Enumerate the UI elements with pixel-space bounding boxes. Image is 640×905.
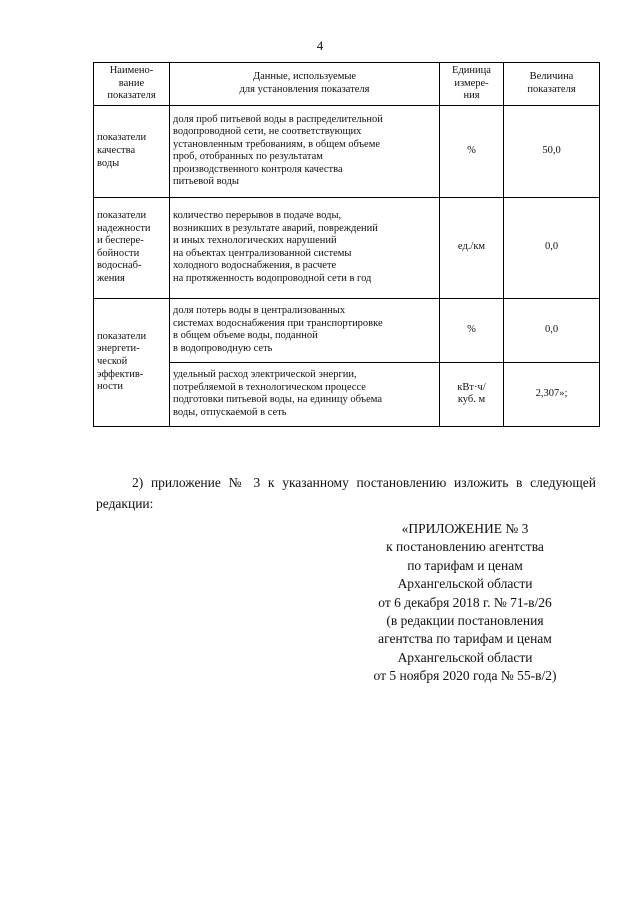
indicator-name-cell: показатели качества воды xyxy=(94,105,170,197)
indicator-name-cell: показатели энергети- ческой эффектив- ности xyxy=(94,298,170,426)
indicator-value-cell: 2,307»; xyxy=(504,362,600,426)
page-number: 4 xyxy=(316,38,324,53)
indicator-name-cell: показатели надежности и беспере- бойности водоснаб- жения xyxy=(94,197,170,298)
header-unit: Единица измере- ния xyxy=(440,63,504,106)
indicator-unit-cell: ед./км xyxy=(440,197,504,298)
appendix-heading xyxy=(330,520,600,686)
table-row xyxy=(94,362,600,426)
indicators-table xyxy=(93,62,600,427)
indicator-value-cell: 0,0 xyxy=(504,298,600,362)
appendix-line: к постановлению агентства xyxy=(386,539,544,555)
appendix-line: от 5 ноября 2020 года № 55-в/2) xyxy=(373,668,557,684)
table-row xyxy=(94,298,600,362)
appendix-line: Архангельской области xyxy=(397,649,533,665)
table-row xyxy=(94,197,600,298)
table-row xyxy=(94,105,600,197)
indicator-data-cell: количество перерывов в подаче воды, возникших в результате аварий, повреждений и иных технологических нарушений на объектах централизованной системы холодного водоснабжения, в расчете на протяженность водопроводной сети в год xyxy=(170,197,440,298)
indicator-unit-cell: % xyxy=(440,298,504,362)
appendix-line: Архангельской области xyxy=(397,576,533,592)
table-header-row xyxy=(94,63,600,106)
indicator-value-cell: 0,0 xyxy=(504,197,600,298)
header-indicator-name: Наимено- вание показателя xyxy=(94,63,170,106)
indicator-data-cell: доля потерь воды в централизованных системах водоснабжения при транспортировке в общем объеме воды, поданной в водопроводную сеть xyxy=(170,298,440,362)
indicator-data-cell: доля проб питьевой воды в распределительной водопроводной сети, не соответствующих установленным требованиям, в общем объеме проб, отобранных по результатам производственного контроля качества питьевой воды xyxy=(170,105,440,197)
indicator-value-cell: 50,0 xyxy=(504,105,600,197)
appendix-line: (в редакции постановления xyxy=(386,613,544,629)
indicator-unit-cell: % xyxy=(440,105,504,197)
amendment-paragraph xyxy=(96,472,596,514)
indicator-data-cell: удельный расход электрической энергии, потребляемой в технологическом процессе подготовки питьевой воды, на единицу объема воды, отпускаемой в сеть xyxy=(170,362,440,426)
appendix-line: «ПРИЛОЖЕНИЕ № 3 xyxy=(401,521,529,536)
amendment-paragraph-text: 2) приложение № 3 к указанному постановлению изложить в следующей редакции: xyxy=(96,475,596,511)
appendix-line: от 6 декабря 2018 г. № 71-в/26 xyxy=(378,594,552,610)
header-value: Величина показателя xyxy=(504,63,600,106)
appendix-line: агентства по тарифам и ценам xyxy=(378,631,552,647)
header-data-used: Данные, используемые для установления показателя xyxy=(170,63,440,106)
appendix-line: по тарифам и ценам xyxy=(407,557,523,573)
indicator-unit-cell: кВт·ч/ куб. м xyxy=(440,362,504,426)
